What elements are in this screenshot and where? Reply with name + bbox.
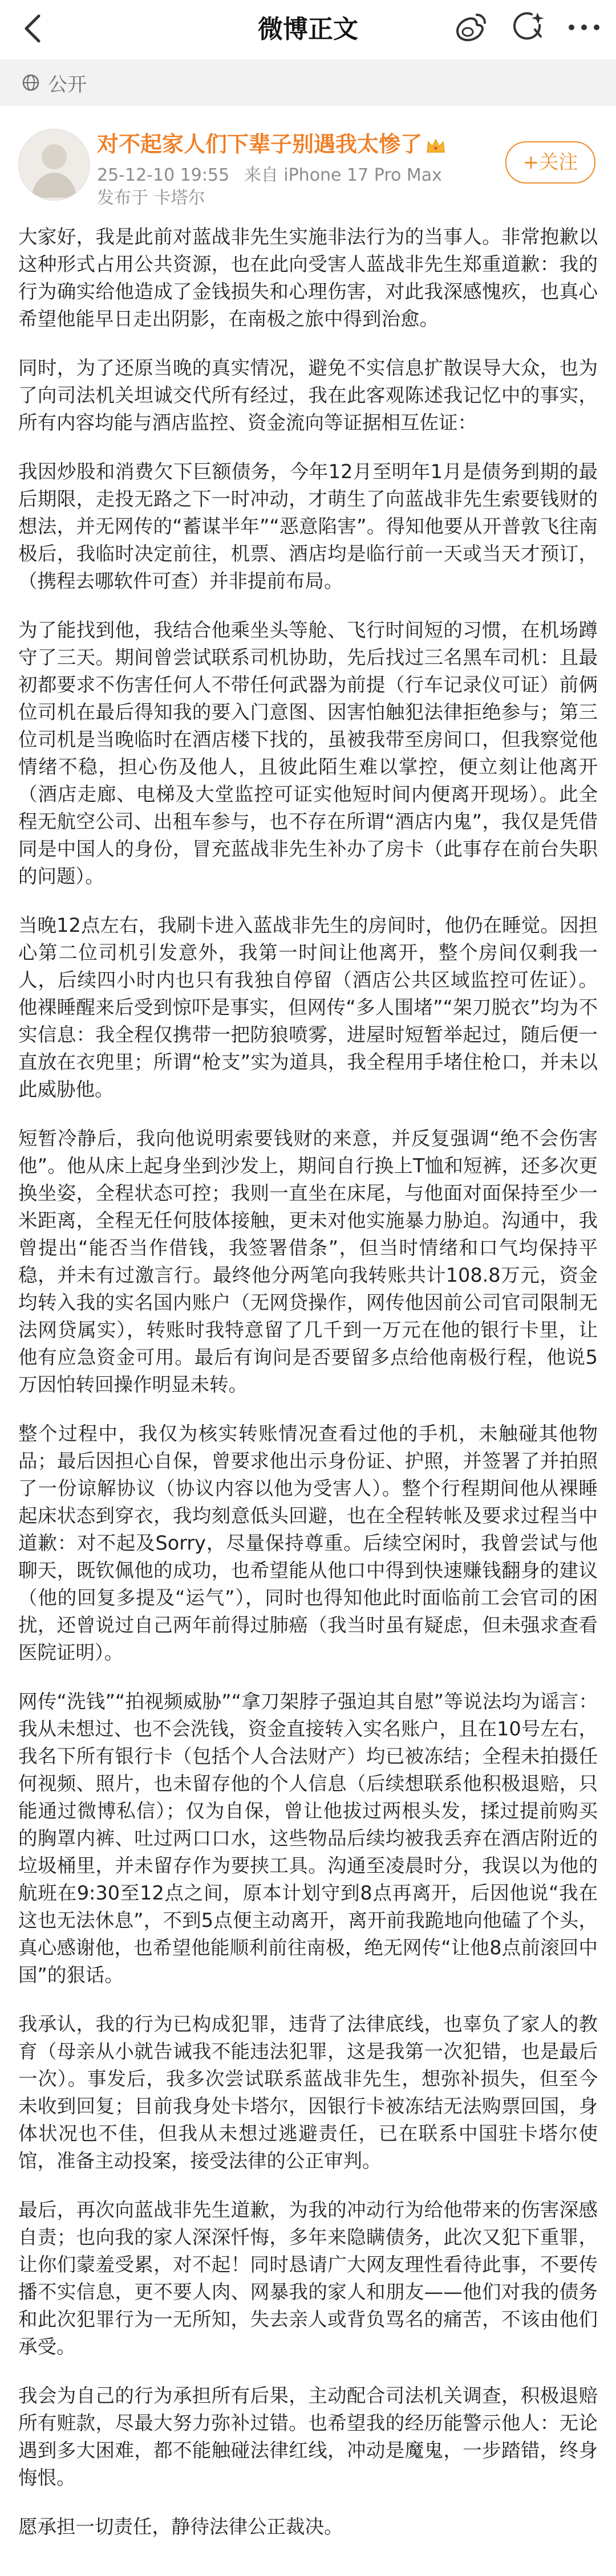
paragraph: 最后，再次向蓝战非先生道歉，为我的冲动行为给他带来的伤害深感自责；也向我的家人深深忏悔，多年来隐瞒债务，此次又犯下重罪，让你们蒙羞受累，对不起！同时恳请广大网友理性看待此事，不要传播不实信息，更不要人肉、网暴我的家人和朋友——他们对我的债务和此次犯罪行为一无所知，失去亲人或背负骂名的痛苦，不该由他们承受。 <box>18 2199 598 2358</box>
topbar-icons <box>452 9 602 48</box>
paragraph: 整个过程中，我仅为核实转账情况查看过他的手机，未触碰其他物品；最后因担心自保，曾要求他出示身份证、护照，并签署了并拍照了一份谅解协议（协议内容以他为受害人）。整个行程期间他从裸睡起床状态到穿衣，我均刻意低头回避，也在全程转帐及要求过程当中道歉：对不起及Sorry，尽量保持尊重。后续空闲时，我曾尝试与他聊天，既钦佩他的成功，也希望能从他口中得到快速赚钱翻身的建议（他的回复多提及“运气”），同时也得知他此时面临前工会官司的困扰，还曾说过自己两年前得过肺癌（我当时虽有疑虑，但未强求查看医院证明）。 <box>18 1422 598 1664</box>
paragraph: 当晚12点左右，我刷卡进入蓝战非先生的房间时，他仍在睡觉。因担心第二位司机引发意外，我第一时间让他离开，整个房间仅剩我一人，后续四小时内也只有我独自停留（酒店公共区域监控可佐证）。他裸睡醒来后受到惊吓是事实，但网传“多人围堵”“架刀脱衣”均为不实信息：我全程仅携带一把防狼喷雾，进屋时短暂举起过，随后便一直放在衣兜里；所谓“枪支”实为道具，我全程用手堵住枪口，并未以此威胁他。 <box>18 914 598 1100</box>
post-meta <box>97 161 451 186</box>
page-title: 微博正文 <box>258 15 358 44</box>
paragraph: 我会为自己的行为承担所有后果，主动配合司法机关调查，积极退赔所有赃款，尽最大努力弥补过错。也希望我的经历能警示他人：无论遇到多大困难，都不能触碰法律红线，冲动是魔鬼，一步踏错，终身悔恨。 <box>18 2385 598 2489</box>
follow-button[interactable]: +关注 <box>505 141 595 184</box>
post-title-text: 对不起家人们下辈子别遇我太惨了 <box>97 132 423 157</box>
visibility-label: 公开 <box>48 73 87 96</box>
post-source: 来自 iPhone 17 Pro Max <box>244 165 442 185</box>
paragraph: 同时，为了还原当晚的真实情况，避免不实信息扩散误导大众，也为了向司法机关坦诚交代所有经过，我在此客观陈述我记忆中的事实，所有内容均能与酒店监控、资金流向等证据相互佐证： <box>18 357 598 434</box>
avatar[interactable] <box>18 129 90 201</box>
paragraph: 我因炒股和消费欠下巨额债务，今年12月至明年1月是债务到期的最后期限，走投无路之下一时冲动，才萌生了向蓝战非先生索要钱财的想法，并无网传的“蓄谋半年”“恶意陷害”。得知他要从开普敦飞往南极后，我临时决定前往，机票、酒店均是临行前一天或当天才预订，（携程去哪软件可查）并非提前布局。 <box>18 460 598 592</box>
share-icon[interactable] <box>509 9 545 48</box>
paragraph: 我承认，我的行为已构成犯罪，违背了法律底线，也辜负了家人的教育（母亲从小就告诫我不能违法犯罪，这是我第一次犯错，也是最后一次）。事发后，我多次尝试联系蓝战非先生，想弥补损失，但至今未收到回复；目前我身处卡塔尔，因银行卡被冻结无法购票回国，身体状况也不佳，但我从未想过逃避责任，已在联系中国驻卡塔尔使馆，准备主动投案，接受法律的公正审判。 <box>18 2013 598 2172</box>
paragraph: 为了能找到他，我结合他乘坐头等舱、飞行时间短的习惯，在机场蹲守了三天。期间曾尝试联系司机协助，先后找过三名黑车司机：且最初都要求不伤害任何人不带任何武器为前提（行车记录仪可证）前俩位司机在最后得知我的要入门意图、因害怕触犯法律拒绝参与；第三位司机是当晚临时在酒店楼下找的，虽被我带至房间口，但我察觉他情绪不稳，担心伤及他人，且彼此陌生难以掌控，便立刻让他离开（酒店走廊、电梯及大堂监控可证实他短时间内便离开现场）。此全程无航空公司、出租车参与，也不存在所谓“酒店内鬼”，我仅是凭借同是中国人的身份，冒充蓝战非先生补办了房卡（此事存在前台失职的问题）。 <box>18 619 598 887</box>
post-title[interactable] <box>97 127 446 158</box>
paragraph: 大家好，我是此前对蓝战非先生实施非法行为的当事人。非常抱歉以这种形式占用公共资源，也在此向受害人蓝战非先生郑重道歉：我的行为确实给他造成了金钱损失和心理伤害，对此我深感愧疚，也真心希望他能早日走出阴影，在南极之旅中得到治愈。 <box>18 226 598 330</box>
paragraph: 网传“洗钱”“拍视频威胁”“拿刀架脖子强迫其自慰”等说法均为谣言：我从未想过、也不会洗钱，资金直接转入实名账户，且在10号左右，我名下所有银行卡（包括个人合法财产）均已被冻结；全程未拍摄任何视频、照片，也未留存他的个人信息（后续想联系他积极退赔，只能通过微博私信）；仅为自保，曾让他拔过两根头发，揉过提前购买的胸罩内裤、吐过两口口水，这些物品后续均被我丢弃在酒店附近的垃圾桶里，并未留存作为要挟工具。沟通至凌晨时分，我误以为他的航班在9:30至12点之间，原本计划守到8点再离开，后因他说“我在这也无法休息”，不到5点便主动离开，离开前我跪地向他磕了个头，真心感谢他，也希望他能顺利前往南极，绝无网传“让他8点前滚回中国”的狠话。 <box>18 1690 598 1986</box>
globe-icon <box>22 74 40 92</box>
post-header <box>0 106 616 220</box>
post-time: 25-12-10 19:55 <box>97 165 230 185</box>
weibo-logo-icon[interactable] <box>452 9 488 48</box>
paragraph: 愿承担一切责任，静待法律公正裁决。 <box>18 2516 343 2538</box>
top-bar <box>0 0 616 59</box>
post-location: 发布于 卡塔尔 <box>97 188 205 208</box>
paragraph: 短暂冷静后，我向他说明索要钱财的来意，并反复强调“绝不会伤害他”。他从床上起身坐到沙发上，期间自行换上T恤和短裤，还多次更换坐姿，全程状态可控；我则一直坐在床尾，与他面对面保持至少一米距离，全程无任何肢体接触，更未对他实施暴力胁迫。沟通中，我曾提出“能否当作借钱，我签署借条”，但当时情绪和口气均保持平稳，并未有过激言行。最终他分两笔向我转账共计108.8万元，资金均转入我的实名国内账户（无网贷操作，网传他因前公司官司限制无法网贷属实），转账时我特意留了几千到一万元在他的银行卡里，让他有应急资金可用。最后有询问是否要留多点给他南极行程，他说5万因怕转回操作明显未转。 <box>18 1127 598 1396</box>
crown-icon <box>425 137 446 154</box>
visibility-bar <box>0 59 616 106</box>
more-icon[interactable] <box>566 9 602 48</box>
post-body <box>0 220 616 2541</box>
